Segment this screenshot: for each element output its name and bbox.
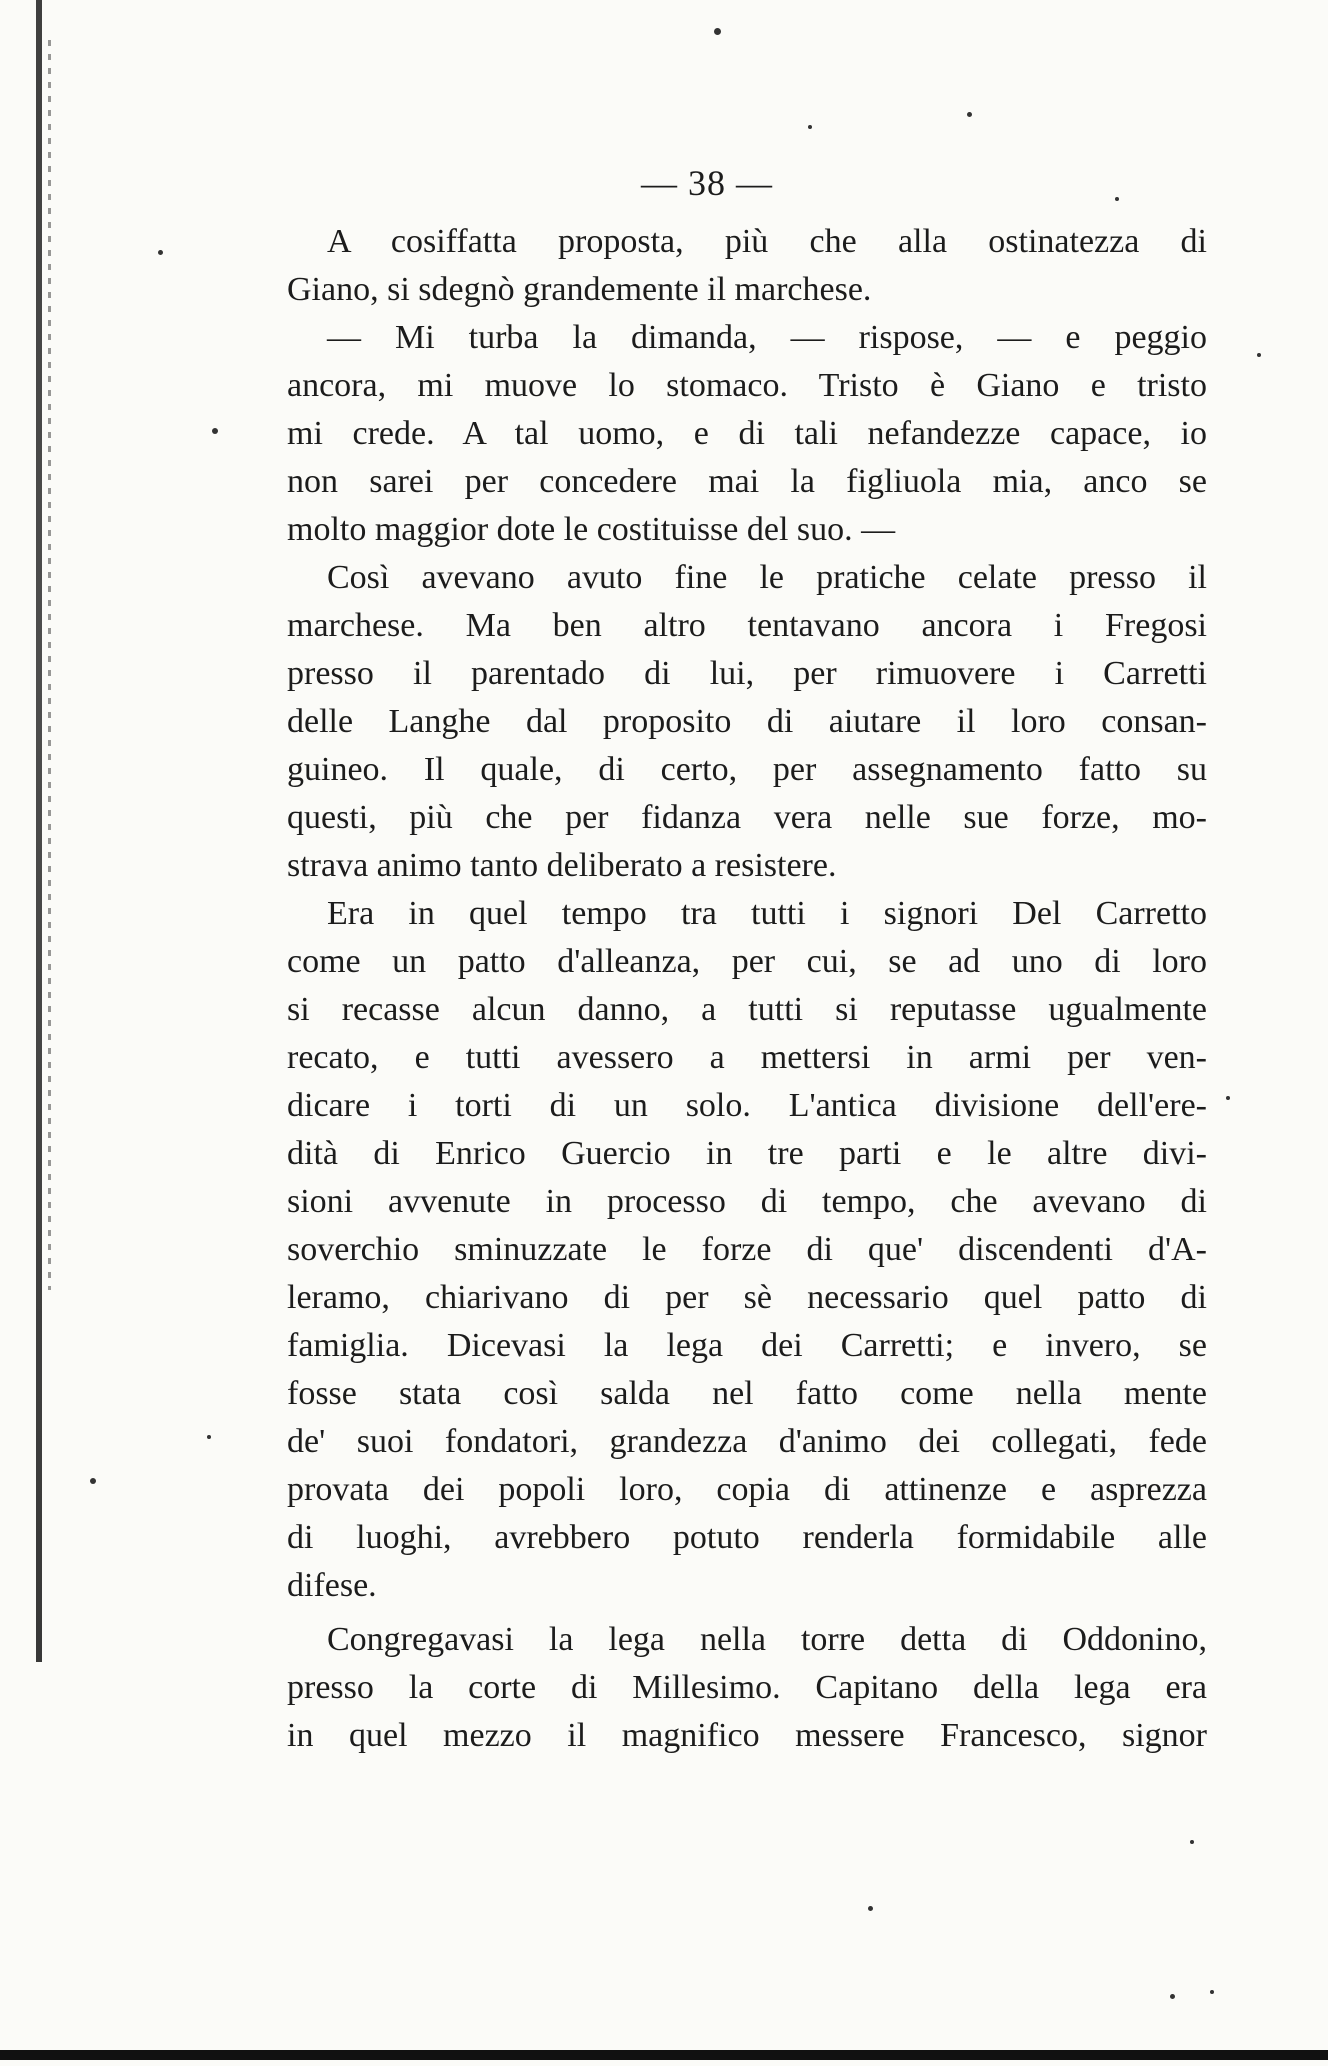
body-text bbox=[287, 218, 1207, 1760]
text-line: sioni avvenute in processo di tempo, che avevano di bbox=[287, 1183, 1207, 1220]
text-line: non sarei per concedere mai la figliuola mia, anco se bbox=[287, 463, 1207, 500]
text-line: presso il parentado di lui, per rimuovere i Carretti bbox=[287, 655, 1207, 692]
text-line: famiglia. Dicevasi la lega dei Carretti; e invero, se bbox=[287, 1327, 1207, 1364]
text-line: dicare i torti di un solo. L'antica divisione dell'ere- bbox=[287, 1087, 1207, 1124]
ink-speck bbox=[1226, 1096, 1230, 1100]
text-line: in quel mezzo il magnifico messere Francesco, signor bbox=[287, 1717, 1207, 1754]
text-line: recato, e tutti avessero a mettersi in armi per ven- bbox=[287, 1039, 1207, 1076]
paragraph bbox=[287, 314, 1207, 554]
text-line: difese. bbox=[287, 1567, 377, 1604]
text-line: ancora, mi muove lo stomaco. Tristo è Giano e tristo bbox=[287, 367, 1207, 404]
paragraph bbox=[287, 1616, 1207, 1760]
text-line: de' suoi fondatori, grandezza d'animo dei collegati, fede bbox=[287, 1423, 1207, 1460]
text-line: A cosiffatta proposta, più che alla ostinatezza di bbox=[327, 223, 1207, 260]
ink-speck bbox=[207, 1435, 211, 1439]
text-line: Così avevano avuto fine le pratiche celate presso il bbox=[327, 559, 1207, 596]
page-number: — 38 — bbox=[641, 163, 773, 203]
ink-speck bbox=[90, 1478, 96, 1484]
text-line: delle Langhe dal proposito di aiutare il loro consan- bbox=[287, 703, 1207, 740]
paragraph bbox=[287, 218, 1207, 314]
text-line: dità di Enrico Guercio in tre parti e le altre divi- bbox=[287, 1135, 1207, 1172]
ink-speck bbox=[212, 428, 218, 434]
paragraph bbox=[287, 890, 1207, 1610]
scan-bottom-edge bbox=[0, 2050, 1328, 2060]
ink-speck bbox=[1257, 353, 1261, 357]
binding-edge bbox=[36, 0, 42, 1662]
text-line: mi crede. A tal uomo, e di tali nefandezze capace, io bbox=[287, 415, 1207, 452]
ink-speck bbox=[1190, 1840, 1194, 1844]
ink-speck bbox=[808, 125, 812, 129]
text-line: strava animo tanto deliberato a resistere. bbox=[287, 847, 837, 884]
text-line: Giano, si sdegnò grandemente il marchese. bbox=[287, 271, 872, 308]
ink-speck bbox=[1210, 1990, 1214, 1994]
text-line: di luoghi, avrebbero potuto renderla formidabile alle bbox=[287, 1519, 1207, 1556]
text-line: — Mi turba la dimanda, — rispose, — e peggio bbox=[327, 319, 1207, 356]
text-line: marchese. Ma ben altro tentavano ancora i Fregosi bbox=[287, 607, 1207, 644]
text-line: presso la corte di Millesimo. Capitano della lega era bbox=[287, 1669, 1207, 1706]
ink-speck bbox=[967, 112, 972, 117]
text-line: fosse stata così salda nel fatto come nella mente bbox=[287, 1375, 1207, 1412]
text-line: si recasse alcun danno, a tutti si reputasse ugualmente bbox=[287, 991, 1207, 1028]
text-line: Congregavasi la lega nella torre detta di Oddonino, bbox=[327, 1621, 1207, 1658]
text-line: Era in quel tempo tra tutti i signori Del Carretto bbox=[327, 895, 1207, 932]
ink-speck bbox=[714, 28, 721, 35]
ink-speck bbox=[868, 1906, 873, 1911]
text-line: provata dei popoli loro, copia di attinenze e asprezza bbox=[287, 1471, 1207, 1508]
paragraph bbox=[287, 554, 1207, 890]
text-line: leramo, chiarivano di per sè necessario quel patto di bbox=[287, 1279, 1207, 1316]
text-line: questi, più che per fidanza vera nelle sue forze, mo- bbox=[287, 799, 1207, 836]
text-line: soverchio sminuzzate le forze di que' discendenti d'A- bbox=[287, 1231, 1207, 1268]
text-line: come un patto d'alleanza, per cui, se ad uno di loro bbox=[287, 943, 1207, 980]
ink-speck bbox=[158, 250, 163, 255]
text-line: guineo. Il quale, di certo, per assegnamento fatto su bbox=[287, 751, 1207, 788]
ink-speck bbox=[1170, 1994, 1175, 1999]
binding-shadow bbox=[48, 40, 51, 1290]
text-line: molto maggior dote le costituisse del suo. — bbox=[287, 511, 896, 548]
